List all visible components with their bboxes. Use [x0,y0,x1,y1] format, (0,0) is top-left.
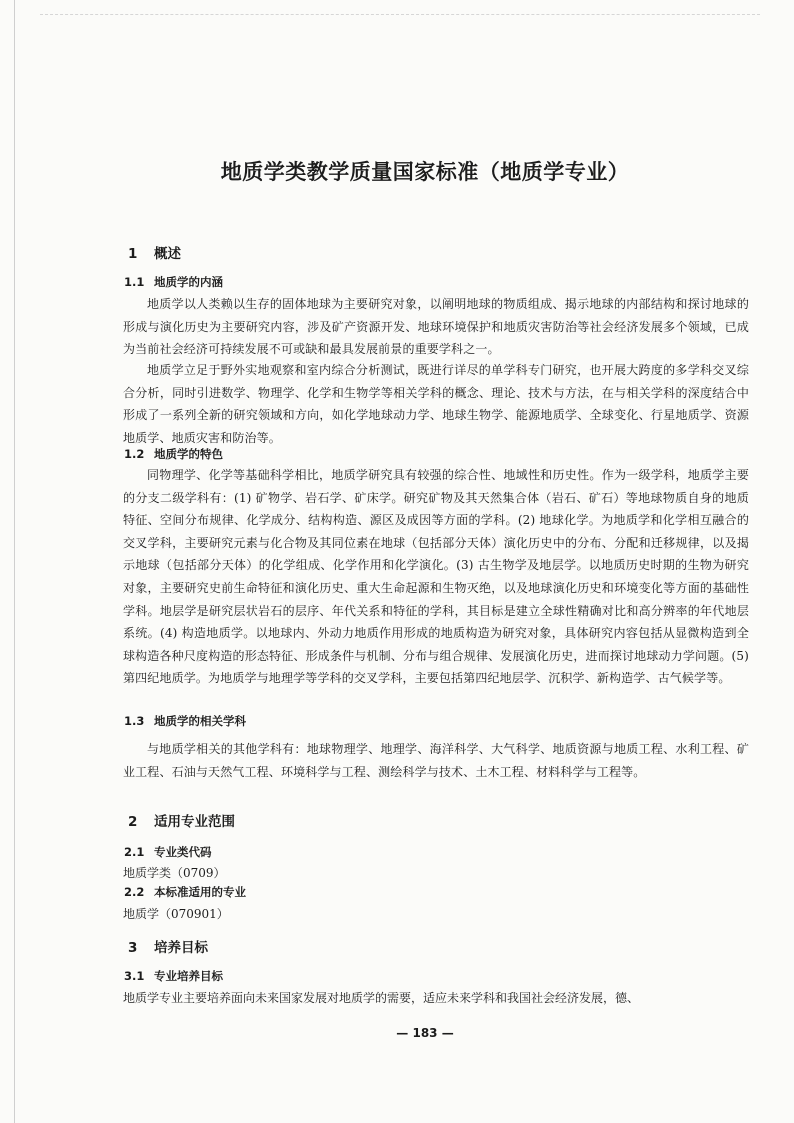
paragraph-1-1-b: 地质学立足于野外实地观察和室内综合分析测试，既进行详尽的单学科专门研究，也开展大跨度的多学科交叉综合分析，同时引进数学、物理学、化学和生物学等相关学科的概念、理论、技术与方法，在与相关学科的深度结合中形成了一系列全新的研究领域和方向，如化学地球动力学、地球生物学、能源地质学、全球变化、行星地质学、资源地质学、地质灾害和防治等。 [123,363,749,445]
subsection-heading-1-2 [124,446,223,462]
paragraph-1-1-a: 地质学以人类赖以生存的固体地球为主要研究对象，以阐明地球的物质组成、揭示地球的内部结构和探讨地球的形成与演化历史为主要研究内容，涉及矿产资源开发、地球环境保护和地质灾害防治等社会经济发展多个领域，已成为当前社会经济可持续发展不可或缺和最具发展前景的重要学科之一。 [123,297,749,357]
section-number: 2 [128,814,138,830]
section-title: 概述 [154,246,181,262]
section-heading-2 [128,810,235,830]
section-number: 1 [128,246,138,262]
paragraph-3-1: 地质学专业主要培养面向未来国家发展对地质学的需要，适应未来学科和我国社会经济发展，德、 [123,991,640,1005]
subsection-title: 本标准适用的专业 [154,885,246,899]
page-number: — 183 — [396,1026,454,1040]
subsection-number: 2.2 [124,885,145,899]
subsection-heading-1-3 [124,713,246,729]
section-heading-3 [128,936,208,956]
section-number: 3 [128,940,138,956]
subsection-number: 1.2 [124,447,145,461]
subsection-number: 1.1 [124,275,145,289]
section-title: 培养目标 [154,940,208,956]
applicable-specialty-line: 地质学（070901） [123,907,229,921]
subsection-number: 2.1 [124,845,145,859]
subsection-heading-2-1 [124,844,212,860]
scan-top-line [40,14,760,16]
subsection-number: 3.1 [124,969,145,983]
subsection-title: 专业培养目标 [154,969,223,983]
subsection-heading-1-1 [124,274,223,290]
subsection-title: 地质学的特色 [154,447,223,461]
section-heading-1 [128,242,181,262]
subsection-heading-2-2 [124,884,246,900]
specialty-code-line: 地质学类（0709） [123,866,226,880]
subsection-title: 地质学的内涵 [154,275,223,289]
paragraph-1-2: 同物理学、化学等基础科学相比，地质学研究具有较强的综合性、地域性和历史性。作为一级学科，地质学主要的分支二级学科有：(1) 矿物学、岩石学、矿床学。研究矿物及其天然集合体（岩石、矿石）等地球物质自身的地质特征、空间分布规律、化学成分、结构构造、源区及成因等方面的学科。(2) 地球化学。为地质学和化学相互融合的交叉学科，主要研究元素与化合物及其同位素在地球（包括部分天体）演化历史中的分布、分配和迁移规律，以及揭示地球（包括部分天体）的化学组成、化学作用和化学演化。(3) 古生物学及地层学。以地质历史时期的生物为研究对象，主要研究史前生命特征和演化历史、重大生命起源和生物灭绝，以及地球演化历史和环境变化等方面的基础性学科。地层学是研究层状岩石的层序、年代关系和特征的学科，其目标是建立全球性精确对比和高分辨率的年代地层系统。(4) 构造地质学。以地球内、外动力地质作用形成的地质构造为研究对象，具体研究内容包括从显微构造到全球构造各种尺度构造的形态特征、形成条件与机制、分布与组合规律、发展演化历史，进而探讨地球动力学问题。(5) 第四纪地质学。为地质学与地理学等学科的交叉学科，主要包括第四纪地层学、沉积学、新构造学、古气候学等。 [123,468,749,686]
section-title: 适用专业范围 [154,814,235,830]
subsection-title: 专业类代码 [154,845,212,859]
document-title: 地质学类教学质量国家标准（地质学专业） [220,160,630,184]
subsection-title: 地质学的相关学科 [154,714,246,728]
subsection-number: 1.3 [124,714,145,728]
paragraph-1-3: 与地质学相关的其他学科有：地球物理学、地理学、海洋科学、大气科学、地质资源与地质工程、水利工程、矿业工程、石油与天然气工程、环境科学与工程、测绘科学与技术、土木工程、材料科学与工程等。 [123,742,749,779]
scan-edge-line [14,0,15,1123]
subsection-heading-3-1 [124,968,223,984]
